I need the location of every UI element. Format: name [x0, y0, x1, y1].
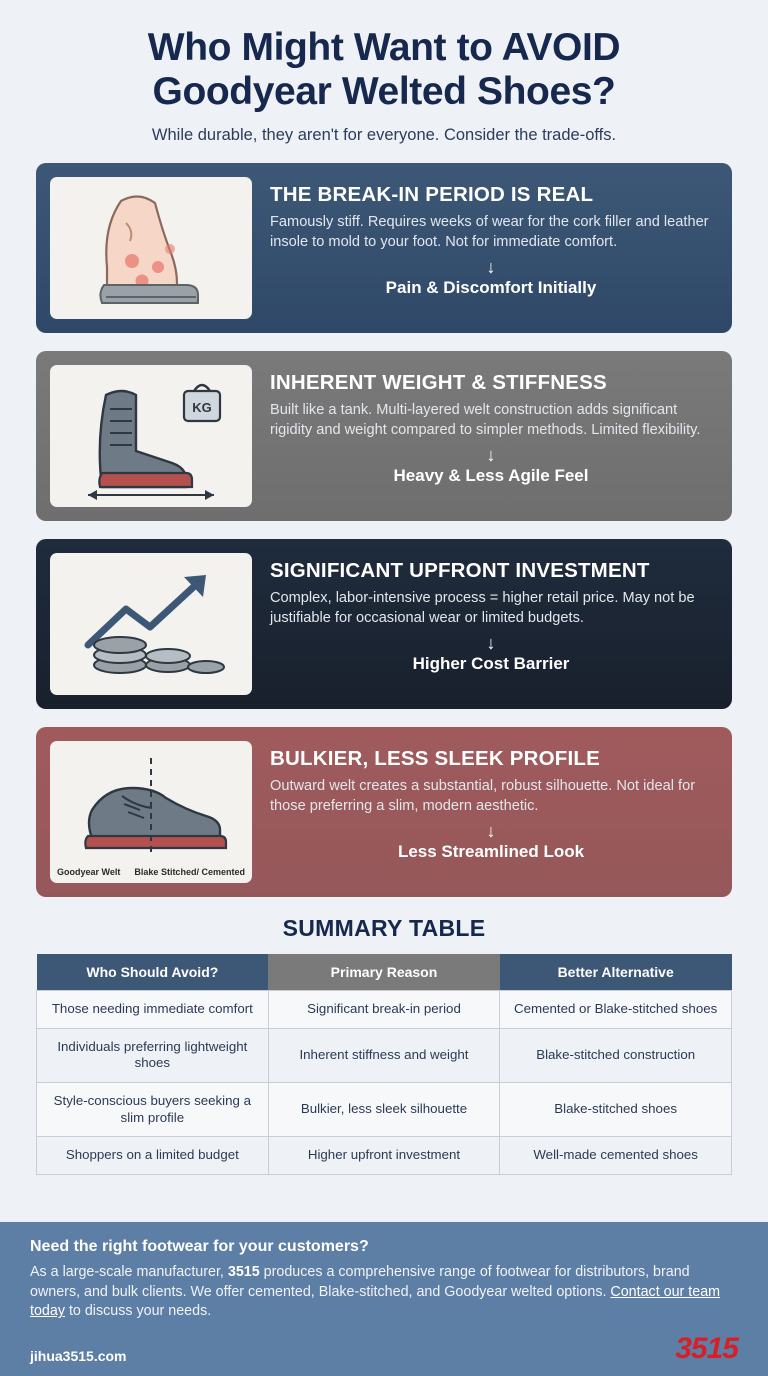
table-cell: Individuals preferring lightweight shoes	[37, 1028, 269, 1082]
table-row	[37, 1137, 732, 1175]
card-thumbnail	[50, 365, 252, 507]
table-row	[37, 1028, 732, 1082]
page-title-line-2: Goodyear Welted Shoes?	[152, 70, 616, 114]
table-row	[37, 1082, 732, 1136]
card-outcome: Less Streamlined Look	[397, 841, 585, 861]
table-cell: Style-conscious buyers seeking a slim profile	[37, 1082, 269, 1136]
table-cell: Blake-stitched construction	[500, 1028, 732, 1082]
card-title: SIGNIFICANT UPFRONT INVESTMENT	[270, 559, 650, 583]
card-title: THE BREAK-IN PERIOD IS REAL	[270, 183, 594, 207]
card-description: Complex, labor-intensive process = higher retail price. May not be justifiable for occasional wear or limited budgets.	[270, 590, 695, 626]
card-body	[268, 365, 718, 507]
card-body	[268, 741, 718, 883]
footer-text-part3: to discuss your needs.	[64, 1303, 212, 1320]
caption-right: Blake Stitched/ Cemented	[134, 866, 245, 877]
card-body	[268, 177, 718, 319]
table-cell: Higher upfront investment	[268, 1137, 500, 1175]
contact-link[interactable]: Contact our team today	[30, 1283, 721, 1320]
page-title-line-1: Who Might Want to AVOID	[147, 26, 621, 69]
table-cell: Well-made cemented shoes	[500, 1137, 732, 1175]
card-title: BULKIER, LESS SLEEK PROFILE	[270, 747, 601, 771]
table-cell: Inherent stiffness and weight	[268, 1028, 500, 1082]
caption-left: Goodyear Welt	[57, 866, 121, 877]
reason-card-break-in	[36, 163, 732, 333]
reason-card-cost	[36, 539, 732, 709]
table-cell: Those needing immediate comfort	[37, 991, 269, 1029]
foot-with-blisters-icon	[66, 183, 236, 313]
column-header-reason: Primary Reason	[268, 954, 500, 991]
column-header-alternative: Better Alternative	[500, 954, 732, 991]
boot-with-weight-icon	[64, 369, 239, 504]
svg-text:KG: KG	[191, 399, 212, 415]
table-cell: Blake-stitched shoes	[500, 1082, 732, 1136]
card-thumbnail	[50, 553, 252, 695]
summary-section	[0, 897, 768, 1175]
table-cell: Cemented or Blake-stitched shoes	[500, 991, 732, 1029]
footer-text	[30, 1263, 738, 1322]
footer-cta	[0, 1222, 768, 1376]
down-arrow-icon: ↓	[486, 820, 496, 841]
down-arrow-icon: ↓	[486, 256, 496, 277]
card-description: Famously stiff. Requires weeks of wear for the cork filler and leather insole to mold to your foot. Not for immediate comfort.	[270, 214, 709, 250]
summary-heading: SUMMARY TABLE	[282, 915, 486, 942]
card-outcome: Pain & Discomfort Initially	[385, 277, 597, 297]
card-body	[268, 553, 718, 695]
website-url[interactable]: jihua3515.com	[30, 1348, 127, 1364]
table-cell: Bulkier, less sleek silhouette	[268, 1082, 500, 1136]
summary-table	[36, 954, 732, 1175]
footer-title: Need the right footwear for your customers?	[30, 1237, 369, 1255]
card-description: Built like a tank. Multi-layered welt construction adds significant rigidity and weight compared to simpler methods. Limited flexibility.	[270, 402, 701, 438]
card-outcome: Heavy & Less Agile Feel	[393, 465, 589, 485]
card-description: Outward welt creates a substantial, robust silhouette. Not ideal for those preferring a slim, modern aesthetic.	[270, 778, 696, 814]
shoe-profile-comparison-icon	[62, 752, 240, 872]
table-cell: Shoppers on a limited budget	[37, 1137, 269, 1175]
column-header-who: Who Should Avoid?	[37, 954, 269, 991]
page-header	[0, 0, 768, 151]
page-title	[30, 26, 738, 114]
footer-text-part2: produces a comprehensive range of footwear for distributors, brand owners, and bulk clients. We offer cemented, Blake-stitched, and Goodyear welted options.	[30, 1263, 690, 1300]
reason-card-profile	[36, 727, 732, 897]
table-row	[37, 991, 732, 1029]
table-cell: Significant break-in period	[268, 991, 500, 1029]
card-title: INHERENT WEIGHT & STIFFNESS	[270, 371, 607, 395]
reason-card-weight	[36, 351, 732, 521]
footer-bottom	[30, 1334, 738, 1364]
footer-brand-inline: 3515	[227, 1263, 260, 1280]
table-header-row	[37, 954, 732, 991]
rising-cost-coins-icon	[64, 557, 239, 692]
down-arrow-icon: ↓	[486, 444, 496, 465]
thumbnail-captions	[50, 867, 252, 877]
card-thumbnail	[50, 177, 252, 319]
reason-card-list	[0, 151, 768, 897]
card-outcome: Higher Cost Barrier	[412, 653, 570, 673]
down-arrow-icon: ↓	[486, 632, 496, 653]
page-subtitle: While durable, they aren't for everyone. Consider the trade-offs.	[151, 126, 617, 145]
brand-logo: 3515	[675, 1332, 738, 1365]
footer-text-part1: As a large-scale manufacturer,	[30, 1263, 228, 1280]
card-thumbnail	[50, 741, 252, 883]
